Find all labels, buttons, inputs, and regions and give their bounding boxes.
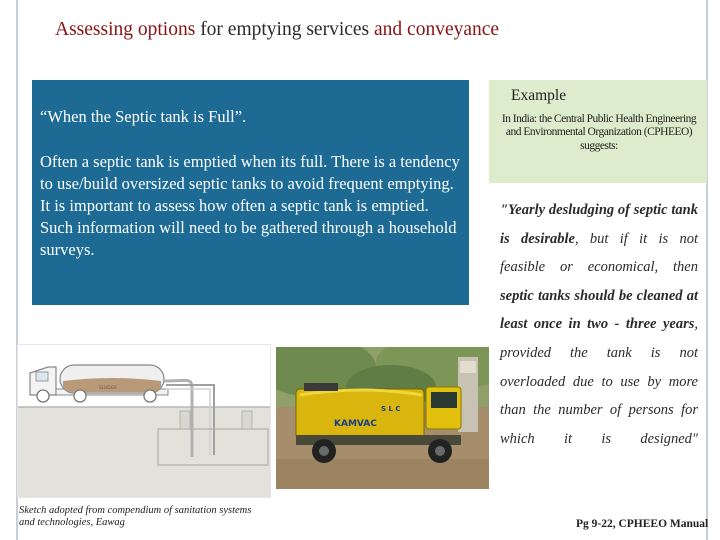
quote-part1: "Yearly desludging of septic tank is desirable [500,202,698,247]
quote-part4: , provided the tank is not overloaded due to use by more than the number of persons for which it is designed" [500,316,698,447]
example-title: Example [511,87,567,104]
septic-full-quote: “When the Septic tank is Full”. [40,107,247,126]
sketch-drawing [18,345,270,497]
truck-sketch [17,344,271,498]
septic-full-paragraph: Often a septic tank is emptied when its full. There is a tendency to use/build oversized septic tanks to avoid frequent emptying. It is important to assess how often a septic tank is emptied. Such information will need to be gathered through a household surveys. [40,152,460,259]
truck-brand: S L C [381,405,401,413]
truck-text: KAMVAC [334,419,377,429]
example-subtitle: In India: the Central Public Health Engineering and Environmental Organization (CPHEEO) suggests: [501,113,697,152]
cpheeo-quote [500,196,698,453]
title-part2: for emptying services [200,19,370,40]
truck-photo [276,347,489,489]
slide-title [55,19,499,41]
septic-full-box [32,80,469,305]
title-part3: and conveyance [369,19,500,40]
title-part1: Assessing options [55,19,201,40]
sketch-caption: Sketch adopted from compendium of sanitation systems and technologies, Eawag [19,505,252,528]
quote-part2: , but if it is not feasible or economical, then [500,230,698,276]
source-citation: Pg 9-22, CPHEEO Manual [576,518,709,530]
sketch-tank-label: SLUDGE [98,386,118,391]
example-box [489,80,707,183]
quote-part3: septic tanks should be cleaned at least once in two - three years [500,287,698,333]
